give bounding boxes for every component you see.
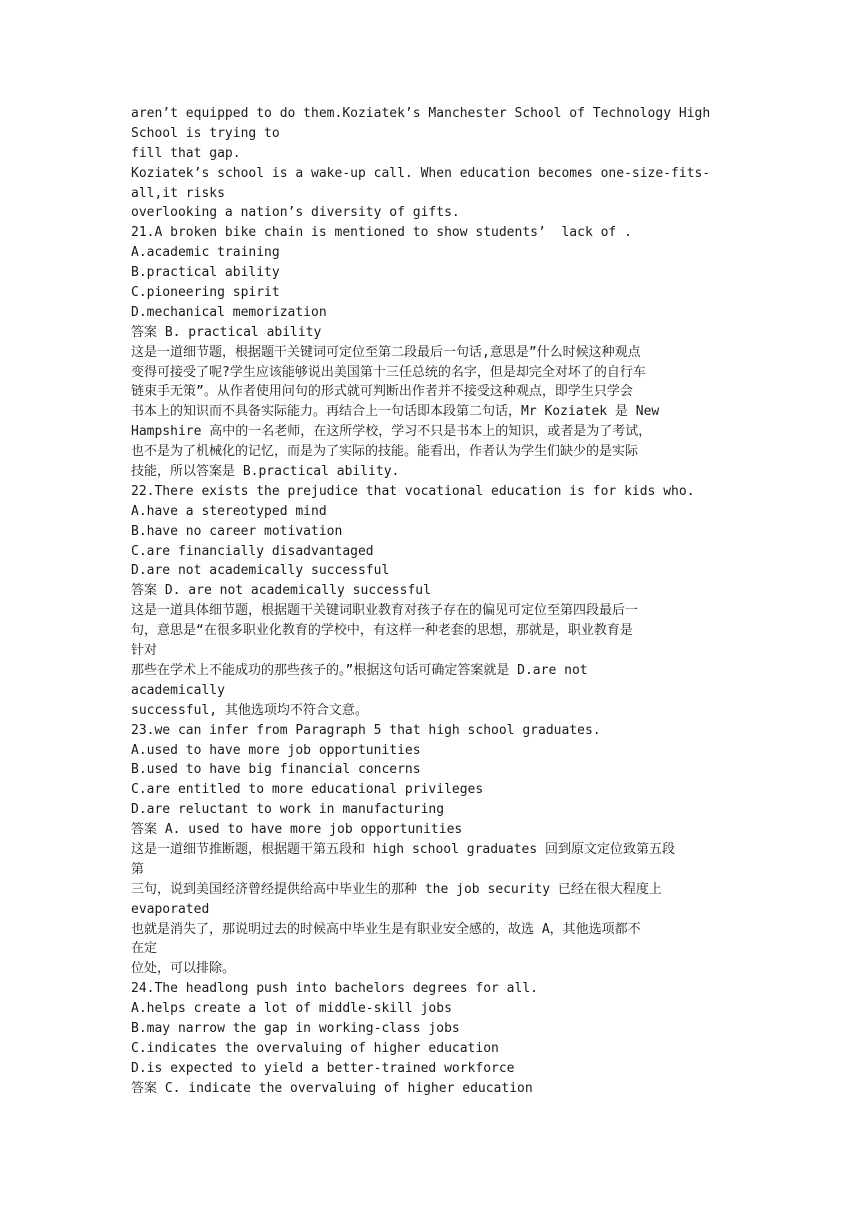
text-line: 这是一道具体细节题，根据题干关键词职业教育对孩子存在的偏见可定位至第四段最后一 [131,603,639,619]
text-line: B.may narrow the gap in working-class jobs [131,1020,460,1036]
text-line: 第 [131,861,145,877]
text-line: C.are financially disadvantaged [131,543,374,559]
text-line: 24.The headlong push into bachelors degrees for all. [131,981,538,997]
text-line: 这是一道细节推断题，根据题干第五段和 high school graduates 回到原文定位致第五段 [131,841,676,857]
text-line: C.pioneering spirit [131,285,280,301]
text-line: C.are entitled to more educational privileges [131,782,484,798]
text-line: D.mechanical memorization [131,304,327,320]
text-line: A.helps create a lot of middle-skill jobs [131,1001,452,1017]
text-line: 位处，可以排除。 [131,961,236,977]
text-line: 在定 [131,941,158,957]
text-line: aren’t equipped to do them.Koziatek’s Manchester School of Technology High [131,106,711,121]
text-line: Koziatek’s school is a wake-up call. When education becomes one-size-fits- [131,165,711,181]
text-line: 书本上的知识而不具备实际能力。再结合上一句话即本段第二句话，Mr Koziatek 是 New [131,404,660,420]
text-line: B.practical ability [131,265,280,281]
text-line: School is trying to [131,125,280,141]
text-line: 21.A broken bike chain is mentioned to show students’ lack of . [131,225,632,241]
text-line: D.is expected to yield a better-trained workforce [131,1060,515,1076]
text-line: D.are reluctant to work in manufacturing [131,802,445,818]
text-line: C.indicates the overvaluing of higher education [131,1040,499,1056]
text-line: 答案 C. indicate the overvaluing of higher education [131,1080,533,1096]
text-line: all,it risks [131,185,225,201]
text-line: 这是一道细节题，根据题干关键词可定位至第二段最后一句话,意思是”什么时候这种观点 [131,344,641,360]
text-line: Hampshire 高中的一名老师，在这所学校，学习不只是书本上的知识，或者是为了考试， [131,424,652,440]
text-line: 23.we can infer from Paragraph 5 that high school graduates. [131,722,601,738]
text-line: 答案 A. used to have more job opportunities [131,822,463,838]
text-line: 句，意思是“在很多职业化教育的学校中，有这样一种老套的思想，那就是，职业教育是 [131,623,633,639]
text-line: 答案 D. are not academically successful [131,583,431,599]
text-line: D.are not academically successful [131,563,390,579]
text-line: A.academic training [131,245,280,261]
text-line: overlooking a nation’s diversity of gifts. [131,205,460,221]
text-line: 也就是消失了，那说明过去的时候高中毕业生是有职业安全感的，故选 A，其他选项都不 [131,921,641,937]
text-line: A.have a stereotyped mind [131,503,327,519]
text-line: 也不是为了机械化的记忆，而是为了实际的技能。能看出，作者认为学生们缺少的是实际 [131,444,639,460]
text-line: fill that gap. [131,145,241,161]
document-page [131,104,741,1099]
text-line: 技能，所以答案是 B.practical ability. [131,464,400,480]
text-line: 答案 B. practical ability [131,324,322,340]
text-line: 那些在学术上不能成功的那些孩子的。”根据这句话可确定答案就是 D.are not [131,662,588,678]
text-line: 22.There exists the prejudice that vocational education is for kids who. [131,483,695,499]
text-line: successful, 其他选项均不符合文意。 [131,702,368,718]
text-line: 链束手无策”。从作者使用问句的形式就可判断出作者并不接受这种观点，即学生只学会 [131,384,633,400]
text-line: 变得可接受了呢?学生应该能够说出美国第十三任总统的名字，但是却完全对坏了的自行车 [131,364,646,380]
text-line: 针对 [131,643,158,659]
text-line: evaporated [131,901,210,917]
text-line: academically [131,682,225,698]
text-line: A.used to have more job opportunities [131,742,421,758]
text-line: 三句，说到美国经济曾经提供给高中毕业生的那种 the job security 已经在很大程度上 [131,881,662,897]
text-line: B.used to have big financial concerns [131,762,421,778]
text-line: B.have no career motivation [131,523,343,539]
